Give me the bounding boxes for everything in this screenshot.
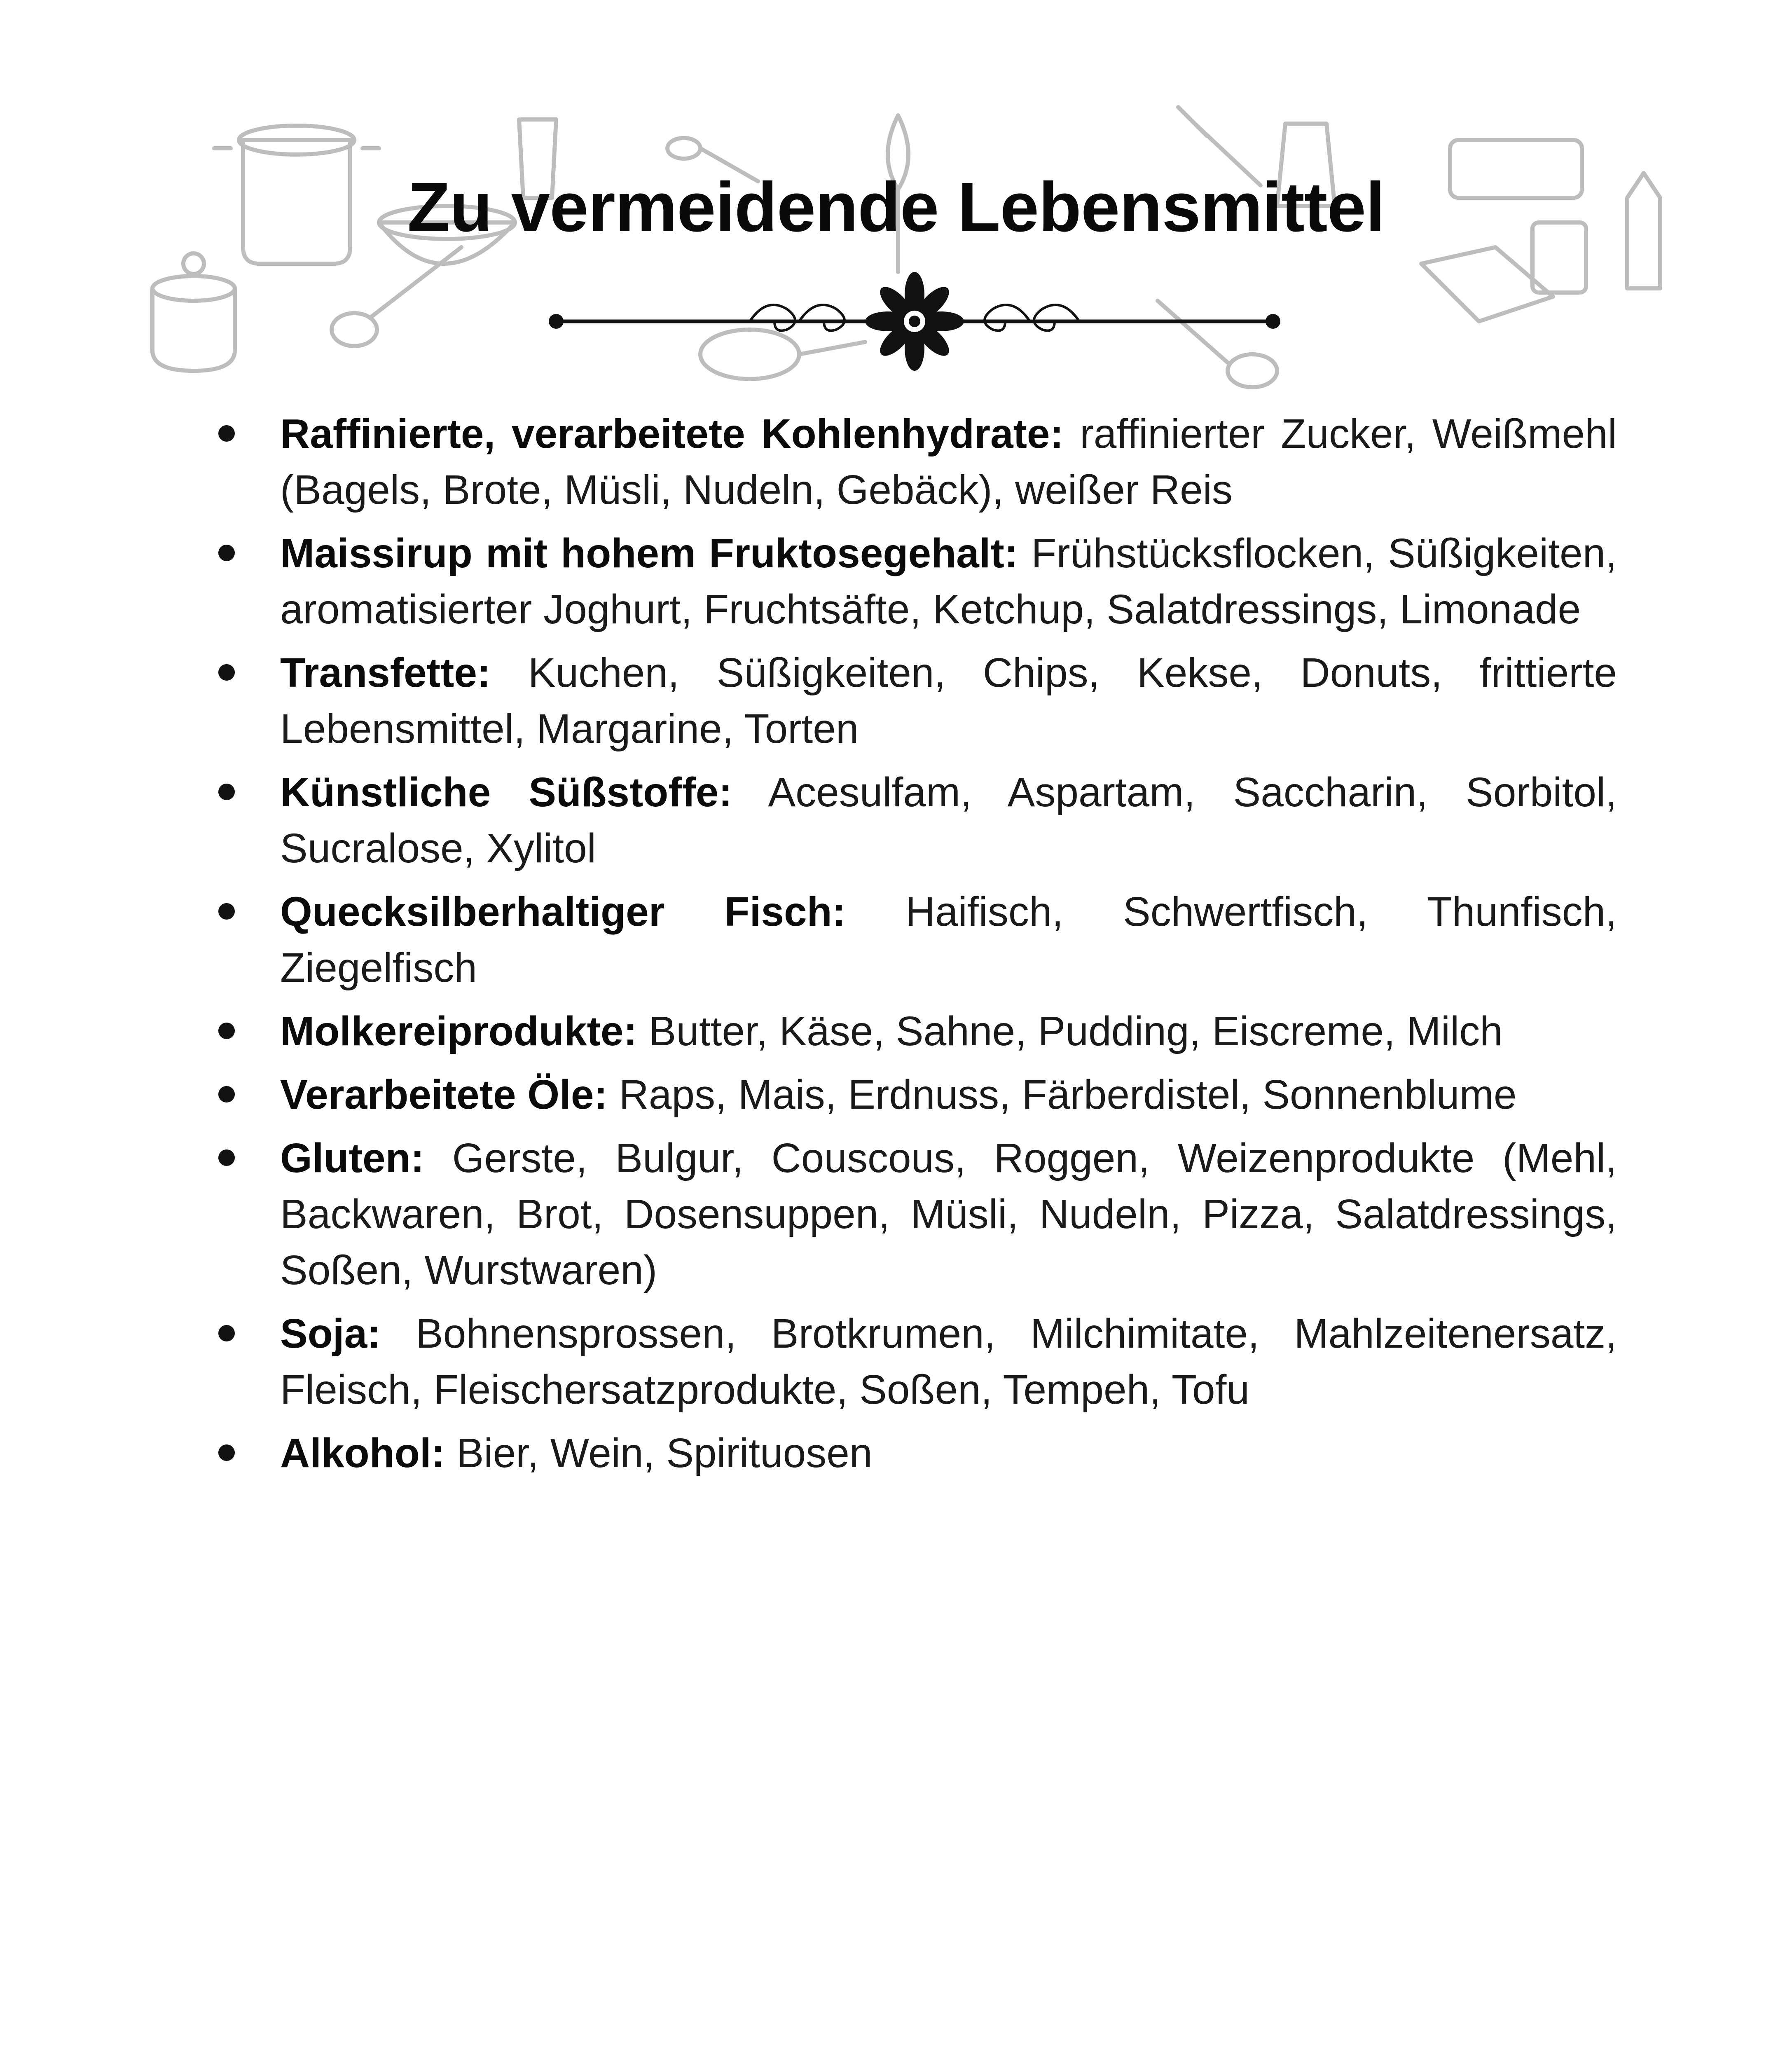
list-item bbox=[218, 1003, 1617, 1059]
bullet-icon bbox=[218, 1325, 235, 1341]
item-term: Alkohol: bbox=[280, 1430, 445, 1476]
list-item bbox=[218, 1425, 1617, 1481]
item-text: Kuchen, Süßigkeiten, Chips, Kekse, Donuts, frittierte Lebensmittel, Margarine, Torten bbox=[280, 650, 1617, 752]
item-text: Gerste, Bulgur, Couscous, Roggen, Weizenprodukte (Mehl, Backwaren, Brot, Dosensuppen, Müsli, Nudeln, Pizza, Salatdressings, Soßen, Wurstwaren) bbox=[280, 1135, 1617, 1293]
list-item bbox=[218, 1130, 1617, 1298]
item-text: Frühstücksflocken, Süßigkeiten, aromatisierter Joghurt, Fruchtsäfte, Ketchup, Salatdressings, Limonade bbox=[280, 530, 1617, 632]
item-term: Gluten: bbox=[280, 1135, 424, 1181]
item-term: Transfette: bbox=[280, 650, 491, 696]
item-text: Bohnensprossen, Brotkrumen, Milchimitate, Mahlzeitenersatz, Fleisch, Fleischersatzprodukte, Soßen, Tempeh, Tofu bbox=[280, 1311, 1617, 1413]
item-term: Raffinierte, verarbeitete Kohlenhydrate: bbox=[280, 411, 1064, 457]
item-term: Verarbeitete Öle: bbox=[280, 1072, 608, 1118]
item-term: Molkereiprodukte: bbox=[280, 1008, 637, 1054]
item-text: Bier, Wein, Spirituosen bbox=[456, 1430, 873, 1476]
bullet-icon bbox=[218, 784, 235, 800]
bullet-icon bbox=[218, 1444, 235, 1461]
list-item bbox=[218, 406, 1617, 518]
food-list bbox=[218, 406, 1617, 1489]
ornamental-divider bbox=[544, 272, 1285, 371]
bullet-icon bbox=[218, 903, 235, 920]
item-text: Acesulfam, Aspartam, Saccharin, Sorbitol, Sucralose, Xylitol bbox=[280, 769, 1617, 871]
item-text: Raps, Mais, Erdnuss, Färberdistel, Sonnenblume bbox=[619, 1072, 1517, 1118]
item-term: Quecksilberhaltiger Fisch: bbox=[280, 889, 846, 935]
list-item bbox=[218, 764, 1617, 876]
bullet-icon bbox=[218, 425, 235, 442]
item-text: raffinierter Zucker, Weißmehl (Bagels, Brote, Müsli, Nudeln, Gebäck), weißer Reis bbox=[280, 411, 1617, 513]
bullet-icon bbox=[218, 1149, 235, 1166]
list-item bbox=[218, 1306, 1617, 1418]
bullet-icon bbox=[218, 664, 235, 681]
list-item bbox=[218, 525, 1617, 637]
bullet-icon bbox=[218, 1086, 235, 1103]
ladle-icon bbox=[332, 247, 461, 346]
flower-divider-icon bbox=[865, 272, 964, 371]
list-item bbox=[218, 1067, 1617, 1123]
item-text: Haifisch, Schwertfisch, Thunfisch, Ziegelfisch bbox=[280, 889, 1617, 991]
item-term: Künstliche Süßstoffe: bbox=[280, 769, 732, 815]
list-item bbox=[218, 884, 1617, 996]
page-title: Zu vermeidende Lebensmittel bbox=[407, 168, 1385, 246]
item-term: Soja: bbox=[280, 1311, 381, 1357]
bullet-icon bbox=[218, 545, 235, 561]
item-text: Butter, Käse, Sahne, Pudding, Eiscreme, Milch bbox=[648, 1008, 1503, 1054]
list-item bbox=[218, 645, 1617, 757]
item-term: Maissirup mit hohem Fruktosegehalt: bbox=[280, 530, 1018, 576]
lidded-pot-icon bbox=[152, 253, 235, 371]
scroll-ornament-left bbox=[750, 305, 845, 331]
bullet-icon bbox=[218, 1023, 235, 1039]
scroll-ornament-right bbox=[985, 305, 1079, 331]
